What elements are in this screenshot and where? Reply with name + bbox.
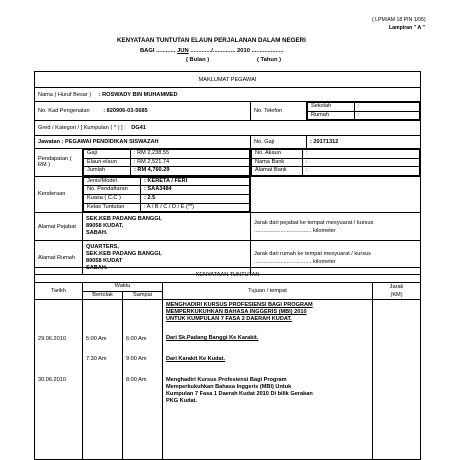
sekolah-value[interactable]: : [355, 103, 420, 112]
bagi-line: BAGI ............ JUN ............./.............. 2010 .................... [140, 48, 284, 54]
section-kenyataan-tuntutan: KENYATAAN TUNTUTAN [35, 268, 421, 283]
sampai-column [123, 300, 163, 460]
bulan-caption: ( Bulan ) [186, 57, 210, 63]
entry-2-sampai[interactable]: 8:00 Am [126, 377, 147, 383]
entry-0-tujuan[interactable]: Dari Sk.Padang Banggi Ke Karakit. [166, 335, 259, 342]
alamat-bank-value[interactable]: : [303, 167, 420, 176]
form-reference: ( LPM/AM 18 PIN 1/05) [372, 17, 426, 23]
entry-2-tujuan[interactable]: Menghadiri Kursus Profesiensi Bagi Program Memperkukuhkan Bahasa Inggeris (MBI) Untuk Kumpulan 7 Fasa 1 Daerah Kudat 2010 Di bilik Gerakan PKG Kudat. [166, 377, 313, 404]
nama-row [35, 88, 421, 102]
jarak-column[interactable] [373, 300, 421, 460]
sekolah-label: Sekolah [308, 103, 355, 112]
kelas-label: Kelas Tuntutan [84, 203, 141, 212]
col-jarak: Jarak (KM) [373, 283, 421, 300]
gred-label: Gred / Kategori / [ Kumpulan ( * ) ] : [38, 125, 126, 132]
tahun-value[interactable]: 2010 [237, 48, 250, 54]
kp-value[interactable]: : 820906-03-5685 [103, 108, 148, 115]
entry-0-bertolak[interactable]: 5:00 Am [86, 336, 107, 342]
entry-1-sampai[interactable]: 9:00 Am [126, 356, 147, 362]
col-waktu: Waktu [83, 283, 163, 292]
telefon-label: No. Telefon [251, 102, 307, 121]
bagi-label: BAGI [140, 48, 155, 54]
details-table [34, 148, 421, 275]
kenderaan-label: Kenderaan [35, 176, 83, 212]
pendaftaran-label: No. Pendaftaran [84, 186, 141, 195]
elaun-label: Elaun-elaun [84, 158, 131, 167]
tujuan-header-text[interactable]: MENGHADIRI KURSUS PROFESIENSI BAGI PROGRAM MEMPERKUKUHKAN BAHASA INGGERIS (MBI) 2010 UNTUK KUMPULAN 7 FASA 2 DAERAH KUDAT. [166, 302, 313, 322]
akaun-value[interactable]: : [303, 150, 420, 159]
gaji-label: No. Gaji [251, 136, 307, 149]
col-sampai: Sampai [123, 291, 163, 300]
rumah-label: Rumah [308, 111, 355, 120]
kenderaan-blank [251, 176, 421, 212]
maklumat-pegawai-table [34, 71, 421, 149]
col-bertolak: Bertolak [83, 291, 123, 300]
gaji-amount[interactable]: : RM 2,238.55 [131, 150, 250, 159]
lampiran-label: Lampiran " A " [389, 25, 425, 31]
pejabat-jarak[interactable]: Jarak dari pejabat ke tempat mesyuarat / kursus ..................................... kilometer [251, 213, 421, 241]
kelas-value[interactable]: : A / B / C / D / E (**) [141, 203, 250, 212]
entry-1-tujuan[interactable]: Dari Karakit Ke Kudat. [166, 356, 226, 363]
tarikh-column [35, 300, 83, 460]
form-title: KENYATAAN TUNTUTAN ELAUN PERJALANAN DALAM NEGERI [117, 37, 306, 44]
bank-values [251, 149, 421, 177]
gred-row [35, 121, 421, 136]
nama-label: Nama ( Huruf Besar ) [38, 91, 92, 98]
kenyataan-table [34, 267, 421, 460]
tujuan-column [163, 300, 373, 460]
pejabat-address[interactable]: SEK.KEB PADANG BANGGI, 89058 KUDAT, SABAH. [83, 213, 251, 241]
telefon-values [307, 102, 421, 121]
pejabat-label: Alamat Pejabat [35, 213, 83, 241]
entry-1-bertolak[interactable]: 7.30 Am [86, 356, 107, 362]
entry-0-tarikh[interactable]: 29.06.2010 [38, 336, 66, 342]
kuasa-value[interactable]: : 2.5 [141, 194, 250, 203]
nama-bank-value[interactable]: : [303, 158, 420, 167]
pendaftaran-value[interactable]: : SAA3484 [141, 186, 250, 195]
jenis-label: Jenis/Model [84, 177, 141, 186]
kp-label: No. Kad Pengenalan [38, 108, 90, 115]
entry-2-tarikh[interactable]: 30.06.2010 [38, 377, 66, 383]
col-tarikh: Tarikh [35, 283, 83, 300]
rumah-address[interactable]: QUARTERS, SEK.KEB PADANG BANGGI, 89058 KUDAT SABAH. [83, 241, 251, 275]
akaun-label: No. Akaun [252, 150, 303, 159]
section-maklumat-pegawai: MAKLUMAT PEGAWAI [35, 72, 421, 88]
gaji-item-label: Gaji [84, 150, 131, 159]
bulan-value[interactable]: JUN [177, 48, 189, 54]
kuasa-label: Kuasa ( C.C ) [84, 194, 141, 203]
rumah-alamat-label: Alamat Rumah [35, 241, 83, 275]
nama-bank-label: Nama Bank [252, 158, 303, 167]
gaji-value[interactable]: : 20171312 [307, 136, 421, 149]
pendapatan-label: Pendapatan ( RM ) [35, 149, 83, 177]
pendapatan-values [83, 149, 251, 177]
kp-row [35, 102, 251, 121]
jumlah-amount[interactable]: : RM 4,760.29 [131, 167, 250, 176]
nama-value[interactable]: : ROSWADY BIN MUHAMMED [98, 91, 178, 98]
kenderaan-values [83, 176, 251, 212]
alamat-bank-label: Alamat Bank [252, 167, 303, 176]
gred-value[interactable]: DG41 [131, 125, 146, 132]
bertolak-column [83, 300, 123, 460]
jumlah-label: Jumlah [84, 167, 131, 176]
jawatan-field[interactable]: Jawatan : PEGAWAI PENDIDIKAN SISWAZAH [35, 136, 251, 149]
elaun-amount[interactable]: : RM 2,521.74 [131, 158, 250, 167]
col-tujuan: Tujuan / tempat [163, 283, 373, 300]
rumah-jarak[interactable]: Jarak dari rumah ke tempat mesyuarat / kursus ..................................... kilometer [251, 241, 421, 275]
tahun-caption: ( Tahun ) [257, 57, 282, 63]
jenis-value[interactable]: : KERETA / FERI [141, 177, 250, 186]
entry-0-sampai[interactable]: 6:00 Am [126, 336, 147, 342]
rumah-value[interactable]: : [355, 111, 420, 120]
